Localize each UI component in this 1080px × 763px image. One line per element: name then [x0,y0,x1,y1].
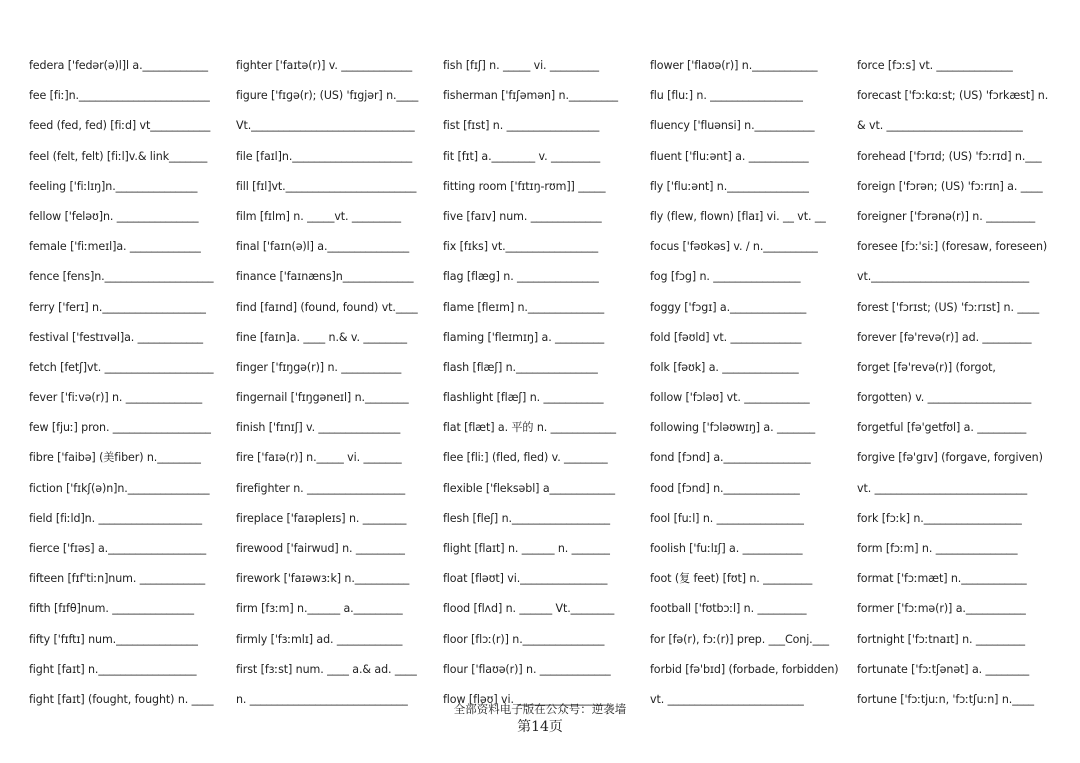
vocab-entry: festival ['festɪvəl]a. ____________ [29,330,203,344]
vocab-entry: form [fɔːm] n. _______________ [857,542,1018,555]
column-1 [29,57,227,721]
vocab-entry: feeling ['fiːlɪŋ]n._______________ [29,179,198,193]
vocab-entry: food [fɔnd] n.______________ [650,481,800,495]
vocab-entry: finger ['fɪŋgə(r)] n. ___________ [236,360,402,374]
vocab-entry: folk [fəʊk] a. ______________ [650,360,799,374]
vocab-entry: fly (flew, flown) [flaɪ] vi. __ vt. __ [650,209,826,223]
vocab-entry: firm [fɜːm] n.______ a._________ [236,602,403,616]
vocab-entry: for [fə(r), fɔː(r)] prep. ___Conj.___ [650,632,829,646]
vocab-entry: fellow ['feləʊ]n. _______________ [29,209,199,223]
vocab-entry: flee [fliː] (fled, fled) v. ________ [443,451,608,465]
vocab-entry: film [fɪlm] n. _____vt. _________ [236,209,401,223]
vocab-entry: float [fləʊt] vi.________________ [443,572,608,586]
vocab-entry: first [fɜːst] num. ____ a.& ad. ____ [236,662,417,676]
vocab-entry: flow [fləʊ] vi. _________________ [443,692,610,706]
vocab-entry: foreigner ['fɔrənə(r)] n. _________ [857,209,1036,223]
vocab-entry: field [fiːld]n. ___________________ [29,511,202,525]
vocab-entry: file [faɪl]n.______________________ [236,149,413,163]
vocab-entry: feel (felt, felt) [fiːl]v.& link_______ [29,149,208,163]
vocab-entry: foolish ['fuːlɪʃ] a. ___________ [650,542,803,555]
vocab-entry: fit [fɪt] a.________ v. _________ [443,149,601,163]
vocab-entry: fierce ['fɪəs] a.__________________ [29,542,207,555]
vocab-entry: fluent ['fluːənt] a. ___________ [650,149,809,163]
vocab-entry: fist [fɪst] n. _________________ [443,119,600,133]
vocab-entry: find [faɪnd] (found, found) vt.____ [236,300,418,314]
vocab-entry: ferry ['ferɪ] n.___________________ [29,300,206,314]
vocab-entry: fire ['faɪə(r)] n._____ vi. _______ [236,451,402,465]
vocab-entry: forbid [fə'bɪd] (forbade, forbidden) [650,662,839,676]
vocab-entry: fifty ['fɪftɪ] num._______________ [29,632,198,646]
vocab-entry: flaming ['fleɪmɪŋ] a. _________ [443,330,605,344]
vocab-entry: fish [fɪʃ] n. _____ vi. _________ [443,59,599,72]
vocab-entry: forget [fə'revə(r)] (forgot, [857,360,996,374]
vocab-entry: flight [flaɪt] n. ______ n. _______ [443,542,610,555]
vocab-entry: fill [fɪl]vt.________________________ [236,179,417,193]
vocab-entry: force [fɔːs] vt. ______________ [857,59,1013,72]
vocab-entry: final ['faɪn(ə)l] a._______________ [236,240,410,254]
vocab-entry: fortunate ['fɔːtʃənət] a. ________ [857,662,1030,676]
vocab-entry: fifth [fɪfθ]num. _______________ [29,602,194,616]
vocab-entry: format ['fɔːmæt] n.____________ [857,572,1027,586]
vocab-entry: feed (fed, fed) [fiːd] vt___________ [29,119,211,133]
vocab-entry: fog [fɔg] n. ________________ [650,270,801,284]
vocab-entry: federa ['fedər(ə)l]l a.____________ [29,59,208,72]
vocab-entry: foggy ['fɔgɪ] a.______________ [650,300,807,314]
vocab-entry: firefighter n. __________________ [236,481,406,495]
vocab-entry: flour ['flaʊə(r)] n. _____________ [443,662,611,676]
vocab-entry: forehead ['fɔrɪd; (US) 'fɔːrɪd] n.___ [857,149,1042,163]
vocab-entry: fingernail ['fɪŋgəneɪl] n.________ [236,391,409,405]
vocab-entry: fix [fɪks] vt._________________ [443,240,599,254]
vocab-entry: fortnight ['fɔːtnaɪt] n. _________ [857,632,1025,646]
vocab-entry: figure ['fɪɡə(r); (US) 'fɪgjər] n.____ [236,89,419,103]
column-4 [650,57,848,721]
vocab-entry: flower ['flaʊə(r)] n.____________ [650,59,818,72]
vocab-entry: fiction ['fɪkʃ(ə)n]n._______________ [29,481,210,495]
vocab-entry: flesh [fleʃ] n.__________________ [443,511,610,525]
vocab-entry: foot (复 feet) [fʊt] n. _________ [650,572,813,586]
vocab-entry: fork [fɔːk] n.__________________ [857,511,1022,525]
vocab-entry: fool [fuːl] n. ________________ [650,511,804,525]
vocab-entry: forest ['fɔrɪst; (US) 'fɔːrɪst] n. ____ [857,300,1040,314]
vocab-entry: fever ['fiːvə(r)] n. ______________ [29,391,203,405]
vocab-entry: finish ['fɪnɪʃ] v. _______________ [236,421,401,435]
vocab-entry: fireplace ['faɪəpleɪs] n. ________ [236,511,407,525]
vocab-entry: foresee [fɔː'siː] (foresaw, foreseen) [857,240,1048,254]
vocab-entry: finance ['faɪnæns]n_____________ [236,270,414,284]
vocab-entry: flash [flæʃ] n._______________ [443,360,598,374]
vocab-entry: fluency ['fluənsi] n.___________ [650,119,815,133]
vocab-entry: flu [fluː] n. _________________ [650,89,803,103]
vocab-entry: forecast ['fɔːkɑːst; (US) 'fɔrkæst] n. [857,89,1049,103]
vocab-entry: firmly ['fɜːmlɪ] ad. ____________ [236,632,403,646]
vocab-entry: fee [fiː]n.________________________ [29,89,210,103]
vocab-entry: firewood ['fairwud] n. _________ [236,542,405,555]
vocab-entry: vt. ____________________________ [857,481,1028,495]
vocab-entry: n. _____________________________ [236,692,408,706]
vocab-entry: fine [faɪn]a. ____ n.& v. ________ [236,330,407,344]
vocab-entry: forgetful [fə'getfʊl] a. _________ [857,421,1027,435]
vocab-entry: fence [fens]n.____________________ [29,270,214,284]
vocab-entry: forgive [fə'gɪv] (forgave, forgiven) [857,451,1043,465]
vocab-entry: fight [faɪt] (fought, fought) n. ____ [29,692,214,706]
vocab-entry: follow ['fɔləʊ] vt. ____________ [650,391,810,405]
vocab-entry: Vt.______________________________ [236,119,415,133]
vocab-entry: fight [faɪt] n.__________________ [29,662,197,676]
vocab-entry: five [faɪv] num. _____________ [443,209,602,223]
vocab-entry: vt. _________________________ [650,692,804,706]
vocab-entry: vt._____________________________ [857,270,1030,284]
column-2 [236,57,434,721]
vocab-entry: fond [fɔnd] a.________________ [650,451,811,465]
vocab-entry: focus ['fəʊkəs] v. / n.__________ [650,240,818,254]
vocab-entry: female ['fiːmeɪl]a. _____________ [29,240,201,254]
vocab-entry: flag [flæg] n. _______________ [443,270,599,284]
vocab-entry: fortune ['fɔːtjuːn, 'fɔːtʃuːn] n.____ [857,692,1034,706]
vocab-entry: fisherman ['fɪʃəmən] n._________ [443,89,618,103]
vocab-entry: flood [flʌd] n. ______ Vt.________ [443,602,615,616]
footer-note: 全部资料电子版在公众号：逆袭墙 [453,702,627,716]
vocab-entry: flat [flæt] a. 平的 n. ____________ [443,421,616,435]
page-number: 第14页 [517,719,563,735]
vocab-entry: flame [fleɪm] n.______________ [443,300,605,314]
vocab-entry: forever [fə'revə(r)] ad. _________ [857,330,1032,344]
vocab-entry: fly ['fluːənt] n._______________ [650,179,809,193]
vocab-entry: fold [fəʊld] vt. _____________ [650,330,802,344]
vocab-entry: firework ['faɪəwɜːk] n.__________ [236,572,410,586]
vocab-entry: fitting room ['fɪtɪŋ-rʊm]] _____ [443,179,606,193]
vocab-entry: football ['fʊtbɔːl] n. _________ [650,602,807,616]
vocab-entry: floor [flɔː(r)] n._______________ [443,632,605,646]
vocab-entry: fetch [fetʃ]vt. ____________________ [29,360,214,374]
vocab-entry: fibre ['faibə] (美fiber) n.________ [29,451,201,465]
vocab-entry: following ['fɔləʊwɪŋ] a. _______ [650,421,816,435]
vocab-entry: few [fjuː] pron. __________________ [29,421,211,435]
vocab-entry: fifteen [fɪf'tiːn]num. ____________ [29,572,206,586]
vocab-entry: fighter ['faɪtə(r)] v. _____________ [236,59,413,72]
vocab-entry: foreign ['fɔrən; (US) 'fɔːrɪn] a. ____ [857,179,1043,193]
vocab-entry: former ['fɔːmə(r)] a.___________ [857,602,1026,616]
vocab-entry: flashlight [flæʃ] n. ___________ [443,391,604,405]
vocab-entry: & vt. _________________________ [857,119,1023,133]
vocab-entry: flexible ['fleksəbl] a____________ [443,481,615,495]
vocab-entry: forgotten) v. ___________________ [857,391,1032,405]
column-5 [857,57,1057,721]
column-3 [443,57,641,721]
